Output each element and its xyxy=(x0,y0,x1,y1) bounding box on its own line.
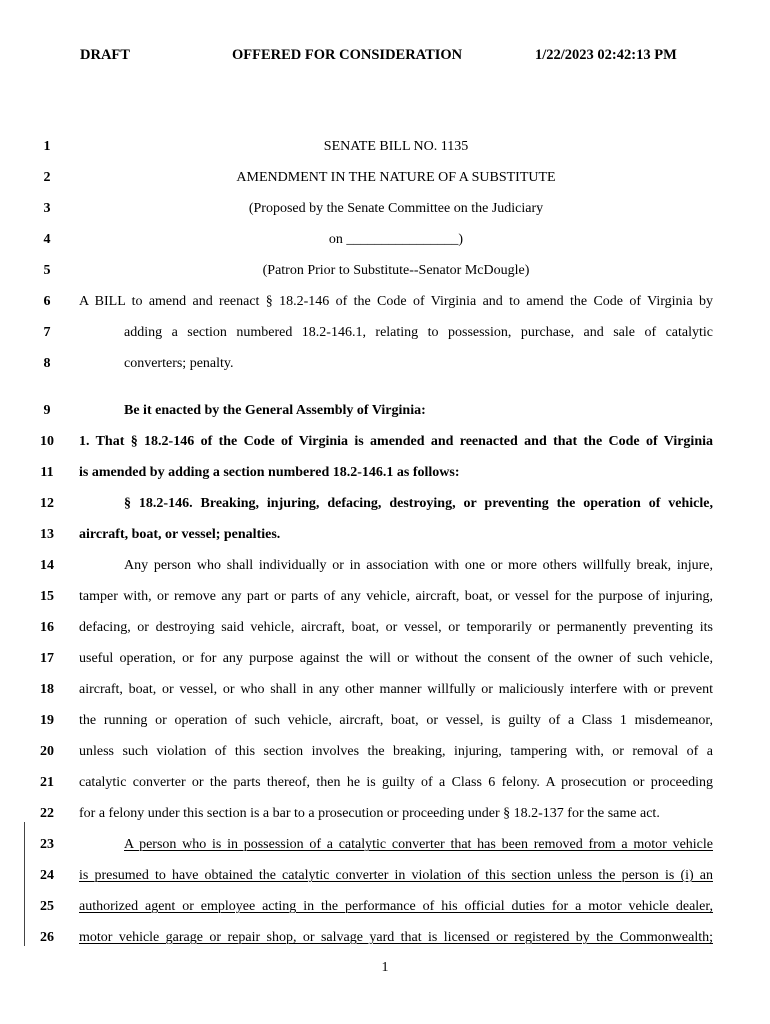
line-16 xyxy=(0,616,770,640)
line-8 xyxy=(0,352,770,376)
body-line: aircraft, boat, or vessel, or who shall in any other manner willfully or maliciously interfere with or prevent xyxy=(79,682,713,697)
section-heading: § 18.2-146. Breaking, injuring, defacing, destroying, or preventing the operation of vehicle, xyxy=(124,496,713,511)
line-number: 7 xyxy=(43,325,51,340)
line-number: 21 xyxy=(40,775,54,790)
line-number: 14 xyxy=(40,558,54,573)
header-draft: DRAFT xyxy=(80,47,130,63)
header-timestamp: 1/22/2023 02:42:13 PM xyxy=(535,47,677,63)
proposed-date: on ________________) xyxy=(328,232,464,247)
line-9 xyxy=(0,399,770,423)
line-13 xyxy=(0,523,770,547)
amendment-title: AMENDMENT IN THE NATURE OF A SUBSTITUTE xyxy=(236,170,556,185)
line-number: 13 xyxy=(40,527,54,542)
line-number: 2 xyxy=(43,170,51,185)
line-6 xyxy=(0,290,770,314)
line-number: 3 xyxy=(43,201,51,216)
line-number: 9 xyxy=(43,403,51,418)
inserted-text: is presumed to have obtained the catalytic converter in violation of this section unless the person is (i) an xyxy=(79,868,713,883)
bill-description: A BILL to amend and reenact § 18.2-146 of the Code of Virginia and to amend the Code of Virginia by xyxy=(79,294,713,309)
body-line: tamper with, or remove any part or parts of any vehicle, aircraft, boat, or vessel for the purpose of injuring, xyxy=(79,589,713,604)
bill-number: SENATE BILL NO. 1135 xyxy=(323,139,469,154)
line-5 xyxy=(0,259,770,283)
line-number: 23 xyxy=(40,837,54,852)
body-line: unless such violation of this section involves the breaking, injuring, tampering with, or removal of a xyxy=(79,744,713,759)
line-number: 6 xyxy=(43,294,51,309)
line-22 xyxy=(0,802,770,826)
line-7 xyxy=(0,321,770,345)
line-number: 10 xyxy=(40,434,54,449)
line-20 xyxy=(0,740,770,764)
line-number: 8 xyxy=(43,356,51,371)
line-12 xyxy=(0,492,770,516)
line-18 xyxy=(0,678,770,702)
body-line: for a felony under this section is a bar to a prosecution or proceeding under § 18.2-137 for the same act. xyxy=(79,806,660,821)
line-number: 24 xyxy=(40,868,54,883)
line-15 xyxy=(0,585,770,609)
line-number: 26 xyxy=(40,930,54,945)
header-offered: OFFERED FOR CONSIDERATION xyxy=(232,47,463,63)
page-number: 1 xyxy=(381,960,389,975)
line-24 xyxy=(0,864,770,888)
line-number: 11 xyxy=(40,465,54,480)
body-line: the running or operation of such vehicle, aircraft, boat, or vessel, is guilty of a Class 1 misdemeanor, xyxy=(79,713,713,728)
line-4 xyxy=(0,228,770,252)
section-1: 1. That § 18.2-146 of the Code of Virginia is amended and reenacted and that the Code of Virginia xyxy=(79,434,713,449)
inserted-text: authorized agent or employee acting in the performance of his official duties for a motor vehicle dealer, xyxy=(79,899,713,914)
line-26 xyxy=(0,926,770,950)
line-14 xyxy=(0,554,770,578)
inserted-text: motor vehicle garage or repair shop, or salvage yard that is licensed or registered by the Commonwealth; xyxy=(79,930,713,945)
line-number: 12 xyxy=(40,496,54,511)
enacting-clause: Be it enacted by the General Assembly of Virginia: xyxy=(124,403,426,418)
bill-description-end: converters; penalty. xyxy=(124,356,234,371)
line-17 xyxy=(0,647,770,671)
line-23 xyxy=(0,833,770,857)
line-number: 5 xyxy=(43,263,51,278)
line-number: 20 xyxy=(40,744,54,759)
line-number: 1 xyxy=(43,139,51,154)
line-number: 16 xyxy=(40,620,54,635)
body-line: Any person who shall individually or in association with one or more others willfully break, injure, xyxy=(124,558,713,573)
line-number: 15 xyxy=(40,589,54,604)
inserted-text: A person who is in possession of a catalytic converter that has been removed from a motor vehicle xyxy=(124,837,713,852)
body-line: catalytic converter or the parts thereof, then he is guilty of a Class 6 felony. A prosecution or proceeding xyxy=(79,775,713,790)
line-11 xyxy=(0,461,770,485)
line-number: 18 xyxy=(40,682,54,697)
line-number: 17 xyxy=(40,651,54,666)
line-21 xyxy=(0,771,770,795)
line-10 xyxy=(0,430,770,454)
line-19 xyxy=(0,709,770,733)
proposed-by: (Proposed by the Senate Committee on the Judiciary xyxy=(248,201,544,216)
bill-description-cont: adding a section numbered 18.2-146.1, relating to possession, purchase, and sale of catalytic xyxy=(124,325,713,340)
line-3 xyxy=(0,197,770,221)
patron: (Patron Prior to Substitute--Senator McDougle) xyxy=(262,263,530,278)
body-line: useful operation, or for any purpose against the will or without the consent of the owner of such vehicle, xyxy=(79,651,713,666)
line-25 xyxy=(0,895,770,919)
section-1-cont: is amended by adding a section numbered 18.2-146.1 as follows: xyxy=(79,465,460,480)
section-heading-cont: aircraft, boat, or vessel; penalties. xyxy=(79,527,281,542)
line-1 xyxy=(0,135,770,159)
line-2 xyxy=(0,166,770,190)
line-number: 25 xyxy=(40,899,54,914)
line-number: 4 xyxy=(43,232,51,247)
line-number: 22 xyxy=(40,806,54,821)
body-line: defacing, or destroying said vehicle, aircraft, boat, or vessel, or temporarily or permanently preventing its xyxy=(79,620,713,635)
line-number: 19 xyxy=(40,713,54,728)
